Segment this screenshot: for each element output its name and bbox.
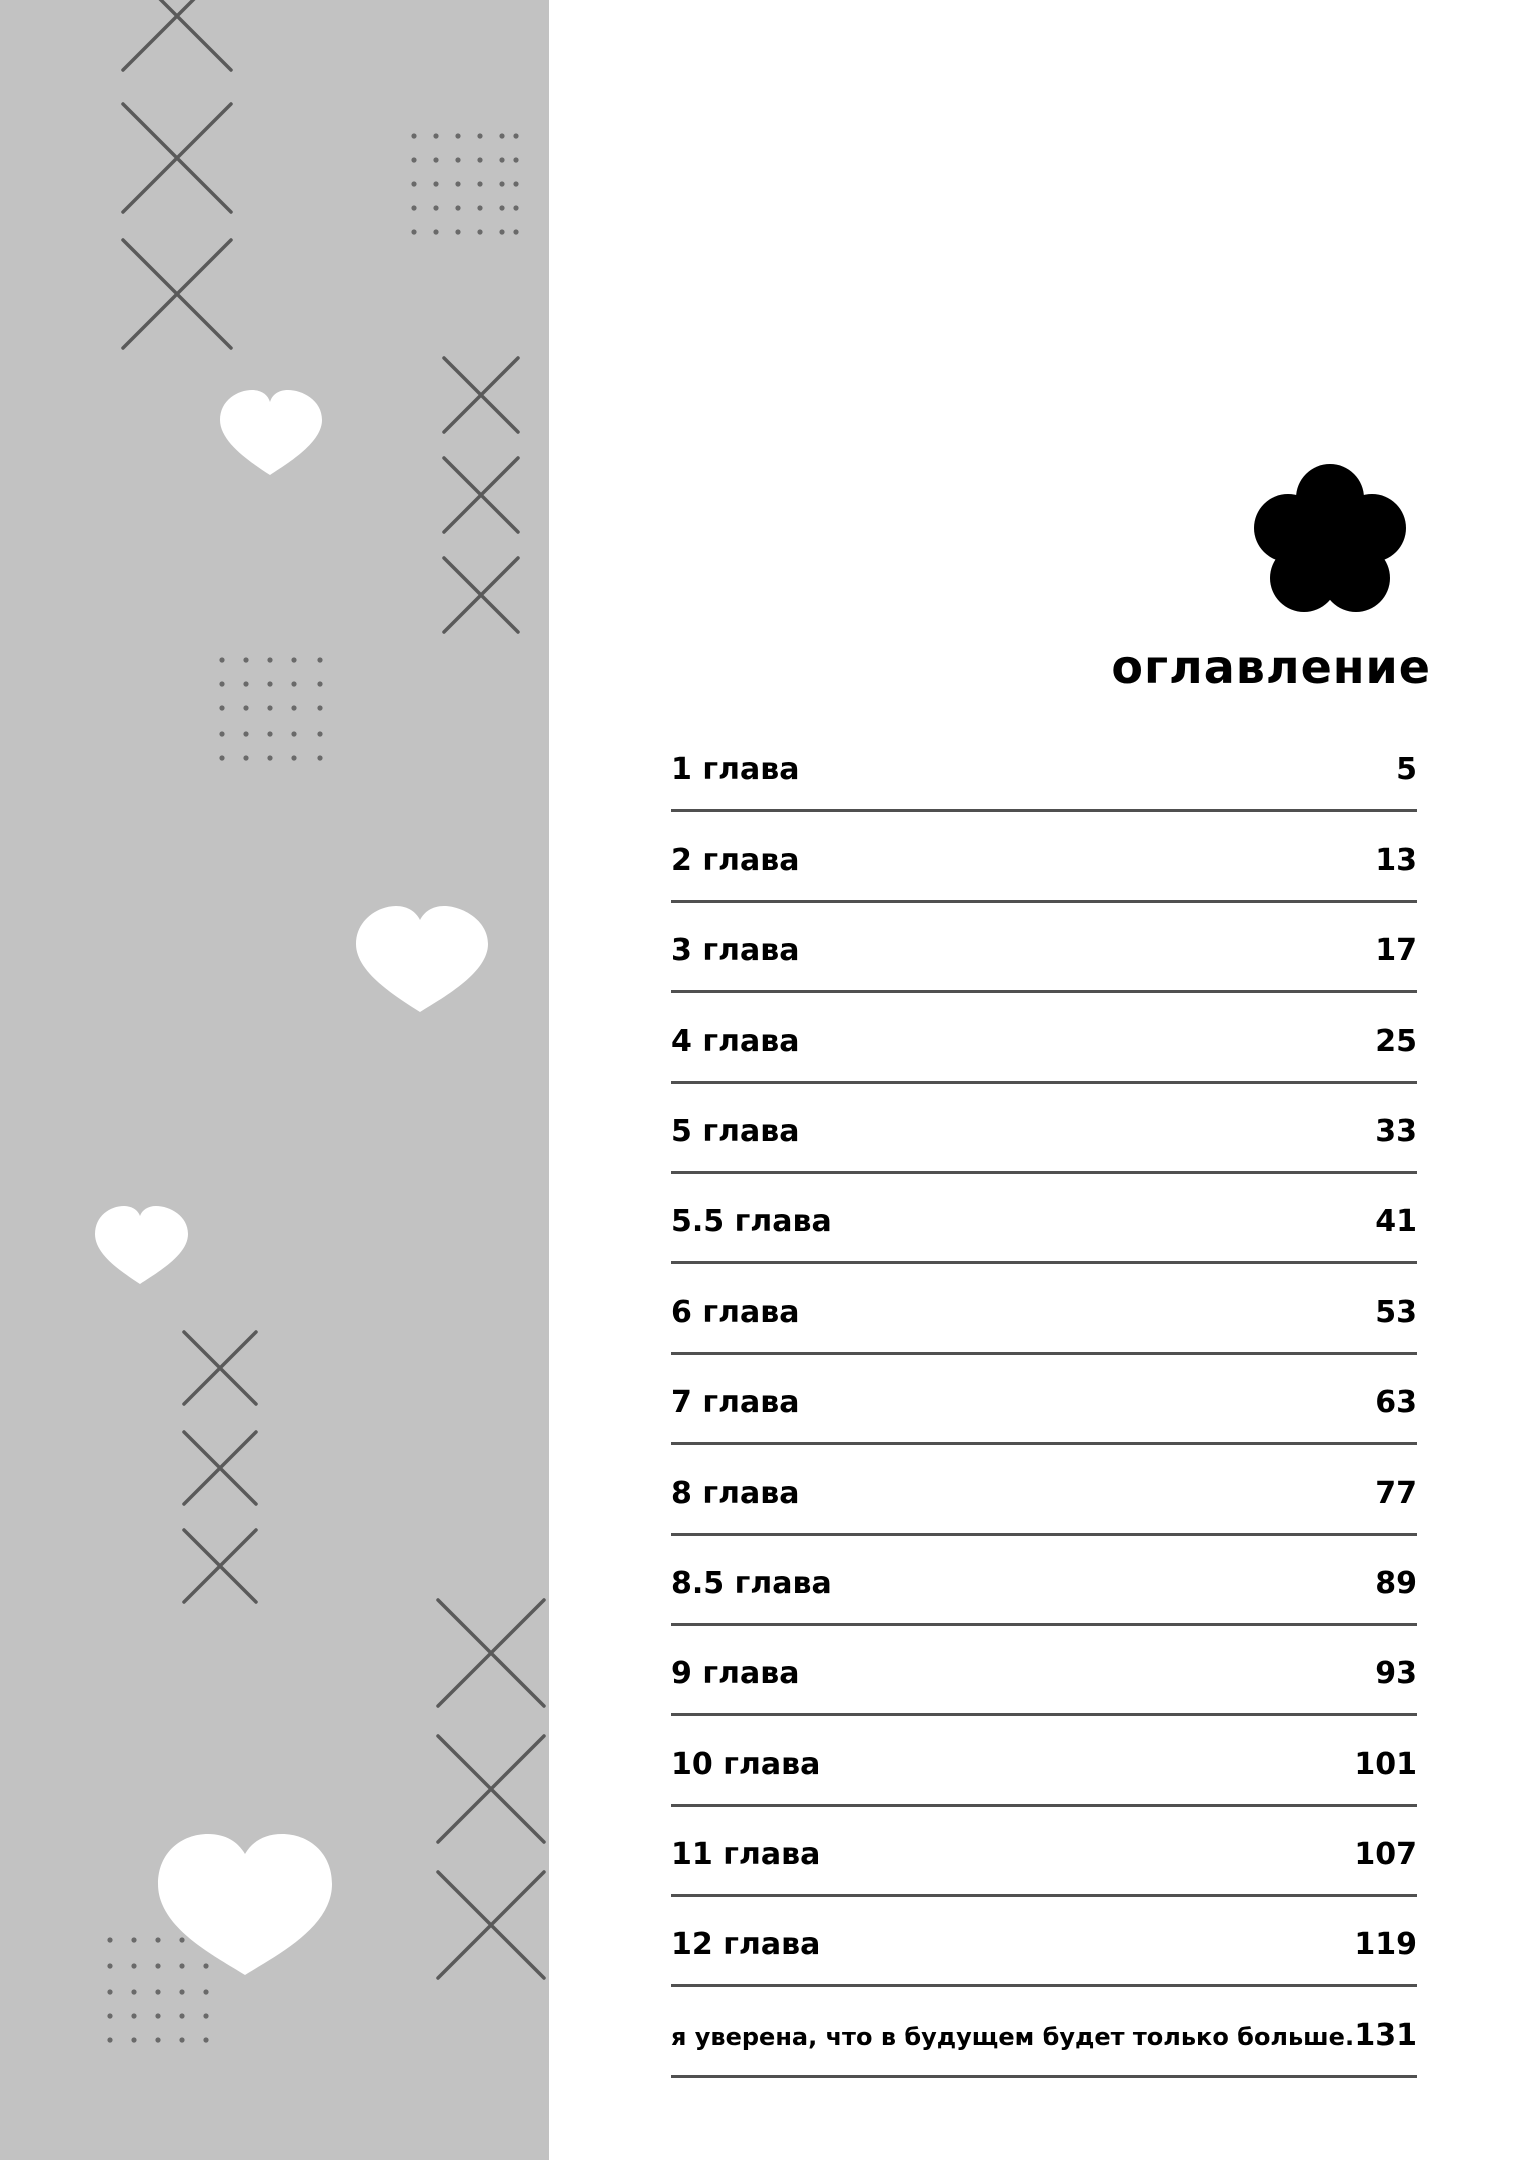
cross-icon (444, 458, 518, 532)
chapter-label: 2 глава (671, 842, 800, 878)
chapter-label: я уверена, что в будущем будет только больше. (671, 2022, 1355, 2051)
cross-icon (184, 1432, 256, 1504)
chapter-label: 9 глава (671, 1656, 800, 1692)
cross-icon (444, 358, 518, 432)
page-number: 13 (1375, 842, 1417, 878)
page-number: 89 (1375, 1565, 1417, 1601)
chapter-label: 7 глава (671, 1385, 800, 1421)
chapter-label: 3 глава (671, 933, 800, 969)
toc-entry[interactable] (671, 812, 1417, 902)
page-number: 33 (1375, 1113, 1417, 1149)
page-number: 5 (1396, 752, 1417, 788)
cross-icon (184, 1530, 256, 1602)
toc-entry[interactable] (671, 1084, 1417, 1174)
chapter-label: 5.5 глава (671, 1204, 832, 1240)
toc-entry[interactable] (671, 1716, 1417, 1806)
page-number: 131 (1354, 2017, 1417, 2053)
chapter-label: 8 глава (671, 1475, 800, 1511)
chapter-label: 5 глава (671, 1113, 800, 1149)
toc-entry[interactable] (671, 1264, 1417, 1354)
heart-icon (158, 1834, 332, 1975)
chapter-label: 6 глава (671, 1294, 800, 1330)
cross-icon (123, 240, 231, 348)
cross-icon (438, 1736, 544, 1842)
toc-entry[interactable] (671, 1987, 1417, 2077)
chapter-label: 8.5 глава (671, 1565, 832, 1601)
cross-icon (438, 1600, 544, 1706)
toc-entry[interactable] (671, 1897, 1417, 1987)
chapter-label: 10 глава (671, 1746, 821, 1782)
cross-icon (438, 1872, 544, 1978)
page-number: 107 (1354, 1837, 1417, 1873)
toc-title: оглавление (1111, 640, 1431, 694)
decoration-layer (0, 0, 549, 2160)
toc-entry[interactable] (671, 1626, 1417, 1716)
page-number: 17 (1375, 933, 1417, 969)
page-number: 63 (1375, 1385, 1417, 1421)
heart-icon (220, 390, 322, 475)
toc-entry[interactable] (671, 1536, 1417, 1626)
cross-icon (123, 104, 231, 212)
page-number: 101 (1354, 1746, 1417, 1782)
cross-icon (184, 1332, 256, 1404)
chapter-label: 12 глава (671, 1927, 821, 1963)
cross-icon (444, 558, 518, 632)
page-number: 93 (1375, 1656, 1417, 1692)
flower-icon (1250, 462, 1410, 622)
chapter-label: 4 глава (671, 1023, 800, 1059)
page-number: 119 (1354, 1927, 1417, 1963)
dot-grid-icon (219, 657, 322, 760)
toc-list (671, 722, 1417, 2078)
toc-entry[interactable] (671, 722, 1417, 812)
heart-icon (356, 906, 488, 1012)
chapter-label: 1 глава (671, 752, 800, 788)
toc-entry[interactable] (671, 903, 1417, 993)
toc-entry[interactable] (671, 1807, 1417, 1897)
toc-entry[interactable] (671, 993, 1417, 1083)
dot-grid-icon (411, 133, 518, 234)
heart-icon (95, 1206, 188, 1284)
chapter-label: 11 глава (671, 1837, 821, 1873)
dot-grid-icon (107, 1937, 208, 2042)
page-number: 25 (1375, 1023, 1417, 1059)
cross-icon (123, 0, 231, 70)
page-number: 41 (1375, 1204, 1417, 1240)
page-number: 77 (1375, 1475, 1417, 1511)
toc-entry[interactable] (671, 1355, 1417, 1445)
page-number: 53 (1375, 1294, 1417, 1330)
toc-entry[interactable] (671, 1174, 1417, 1264)
toc-entry[interactable] (671, 1445, 1417, 1535)
